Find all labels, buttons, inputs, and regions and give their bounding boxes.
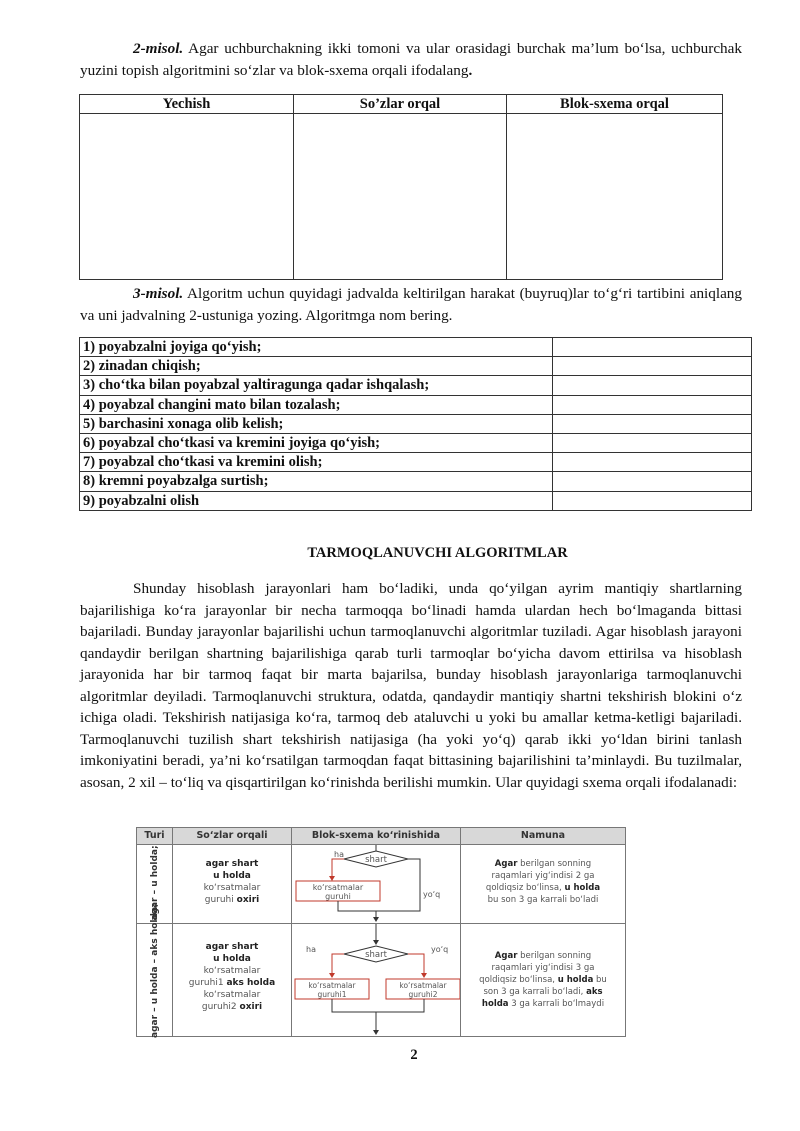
action-item: 5) barchasini xonaga olib kelish; [80, 414, 553, 433]
row2-kw-then: u holda [213, 954, 251, 964]
example-3-paragraph [80, 283, 742, 326]
row1-ex-t3: qoldiqsiz bo‘linsa, [485, 883, 562, 893]
header-solution: Yechish [80, 95, 294, 114]
header-words: So’zlar orqal [294, 95, 507, 114]
row2-action2-line2: guruhi2 [408, 990, 438, 999]
figure-divider [460, 828, 461, 1036]
row2-ex-kw-then: u holda [557, 975, 594, 985]
row1-yes-label: ha [334, 850, 344, 859]
figure-header-type: Turi [144, 830, 165, 841]
row2-ex-t3: qoldiqsiz bo‘linsa, [479, 975, 555, 985]
figure-header-example: Namuna [520, 830, 566, 841]
row1-ex-t4: bu son 3 ga karrali bo‘ladi [487, 895, 599, 905]
row1-kw-end: oxiri [236, 895, 260, 905]
order-cell[interactable] [553, 491, 752, 510]
action-item: 4) poyabzal changini mato bilan tozalash; [80, 395, 553, 414]
row2-words-plain4: guruhi2 [201, 1002, 237, 1012]
row1-no-label: yo‘q [423, 890, 441, 899]
cell-block-scheme[interactable] [507, 114, 723, 280]
cell-words[interactable] [294, 114, 507, 280]
table-row [80, 357, 752, 376]
body-paragraph: Shunday hisoblash jarayonlari ham bo‘ladiki, unda qo‘yilgan ayrim mantiqiy shartlarning bajarilishiga ko‘ra jarayonlar bir necha tarmoqqa bo‘linadi hamda ulardan hech bo‘lmaganda bittasi bajariladi. Bunday jarayonlar bajarilishi uchun tarmoqlanuvchi algoritmlar tuziladi. Agar hisoblash jarayoni qandaydir berilgan shartning bajarilishiga qarab turli tarmoqlar bo‘yicha davom ettirilsa va hisoblash jarayonida har bir tarmoq faqat bir marta bajarilsa, bunday hisoblash jarayonlariga tarmoqlanuvchi algoritmlar deyiladi. Tarmoqlanuvchi struktura, odatda, qandaydir mantiqiy shartni tekshirish blokini o‘z ichiga oladi. Tekshirish natijasiga ko‘ra, tarmoq deb ataluvchi u yoki bu amallar ketma-ketligi bajariladi. Tarmoqlanuvchi tuzilish shart tekshirish natijasiga (ha yoki yo‘q) qarab ikki yo‘ldan birini tanlash imkoniyatini beradi, ya’ni ko‘rsatilgan tarmoqdan faqat bittasining bajarilishini ta’minlaydi. Bu tuzilmalar, asosan, 2 xil – to‘liq va qisqartirilgan ko‘rinishda berilishi mumkin. Ular quyidagi sxema orqali ifodalanadi: [80, 580, 742, 791]
row2-ex-t5: 3 ga karrali bo‘lmaydi [511, 999, 605, 1009]
row1-words-plain2: guruhi [204, 895, 234, 905]
order-cell[interactable] [553, 433, 752, 452]
example-3-text: Algoritm uchun quyidagi jadvalda keltirilgan harakat (buyruq)lar to‘g‘ri tartibini aniqlang va uni jadvalning 2-ustuniga yozing. Algoritmga nom bering. [80, 285, 742, 324]
row2-no-label: yo‘q [431, 945, 449, 954]
example-2-text: Agar uchburchakning ikki tomoni va ular orasidagi burchak ma’lum bo‘lsa, uchburchak yuzini topish algoritmini so‘zlar va blok-sxema orqali ifodalang [80, 40, 742, 79]
order-cell[interactable] [553, 453, 752, 472]
order-cell[interactable] [553, 338, 752, 357]
row1-cond-label: shart [365, 855, 387, 865]
table-row [80, 395, 752, 414]
table-row [80, 433, 752, 452]
row2-words [173, 941, 291, 1013]
row1-ex-t1: berilgan sonning [520, 859, 592, 869]
row1-flowchart [292, 845, 460, 923]
action-item: 1) poyabzalni joyiga qo‘yish; [80, 338, 553, 357]
header-block-scheme: Blok-sxema orqal [507, 95, 723, 114]
action-item: 2) zinadan chiqish; [80, 357, 553, 376]
example-2-paragraph [80, 38, 742, 81]
row2-words-plain2: guruhi1 [188, 978, 224, 988]
branching-figure [136, 827, 626, 1037]
row2-ex-t4: son 3 ga karrali bo‘ladi, [483, 987, 584, 997]
row2-kw-if: agar shart [205, 942, 259, 952]
order-cell[interactable] [553, 414, 752, 433]
row2-type-label: agar – u holda – aks holda; [150, 903, 160, 1038]
row2-ex-kw-else: aks [586, 987, 603, 997]
row2-action1-line1: ko‘rsatmalar [308, 981, 356, 990]
row2-kw-end: oxiri [239, 1002, 263, 1012]
row2-flowchart [292, 924, 460, 1036]
example-2-end: . [468, 61, 473, 79]
example-3-label: 3-misol. [133, 285, 184, 302]
row2-example [463, 950, 623, 1010]
row2-cond-label: shart [365, 950, 387, 960]
row2-words-plain3: ko‘rsatmalar [203, 990, 261, 1000]
order-cell[interactable] [553, 376, 752, 395]
example-2-label: 2-misol. [133, 40, 184, 57]
action-item: 3) cho‘tka bilan poyabzal yaltiragunga qadar ishqalash; [80, 376, 553, 395]
row2-action1-line2: guruhi1 [317, 990, 347, 999]
row2-ex-kw-if: Agar [494, 951, 518, 961]
row2-ex-t2: raqamlari yig‘indisi 3 ga [491, 963, 595, 973]
row1-type-label: agar – u holda; [150, 845, 160, 921]
figure-header-block: Blok-sxema ko‘rinishida [311, 830, 441, 841]
table-row [80, 338, 752, 357]
solution-table [79, 94, 723, 280]
row2-ex-t3b: bu [596, 975, 607, 985]
table-row [80, 414, 752, 433]
row1-words-plain1: ko‘rsatmalar [203, 883, 261, 893]
order-cell[interactable] [553, 357, 752, 376]
table-row [80, 472, 752, 491]
row1-ex-t2: raqamlari yig‘indisi 2 ga [491, 871, 595, 881]
row1-kw-if: agar shart [205, 859, 259, 869]
page-number: 2 [410, 1047, 418, 1063]
cell-solution[interactable] [80, 114, 294, 280]
action-item: 8) kremni poyabzalga surtish; [80, 472, 553, 491]
table-row [80, 453, 752, 472]
order-cell[interactable] [553, 472, 752, 491]
row2-words-plain1: ko‘rsatmalar [203, 966, 261, 976]
actions-table [79, 337, 752, 511]
row2-ex-t1: berilgan sonning [520, 951, 592, 961]
row2-ex-kw-holda: holda [481, 999, 509, 1009]
order-cell[interactable] [553, 395, 752, 414]
figure-header [137, 828, 625, 845]
row2-yes-label: ha [306, 945, 316, 954]
action-item: 6) poyabzal cho‘tkasi va kremini joyiga qo‘yish; [80, 433, 553, 452]
row1-action-line1: ko‘rsatmalar [312, 883, 364, 892]
section-heading: TARMOQLANUVCHI ALGORITMLAR [307, 545, 568, 561]
row1-ex-kw-then: u holda [564, 883, 601, 893]
row1-example [463, 858, 623, 906]
action-item: 9) poyabzalni olish [80, 491, 553, 510]
table-row [80, 491, 752, 510]
row2-action2-line1: ko‘rsatmalar [399, 981, 447, 990]
row1-action-line2: guruhi [325, 892, 351, 901]
row1-ex-kw-if: Agar [494, 859, 518, 869]
row1-words [173, 858, 291, 906]
table-row [80, 376, 752, 395]
row2-kw-else: aks holda [226, 978, 276, 988]
action-item: 7) poyabzal cho‘tkasi va kremini olish; [80, 453, 553, 472]
figure-header-words: So‘zlar orqali [196, 830, 268, 841]
row1-kw-then: u holda [213, 871, 251, 881]
